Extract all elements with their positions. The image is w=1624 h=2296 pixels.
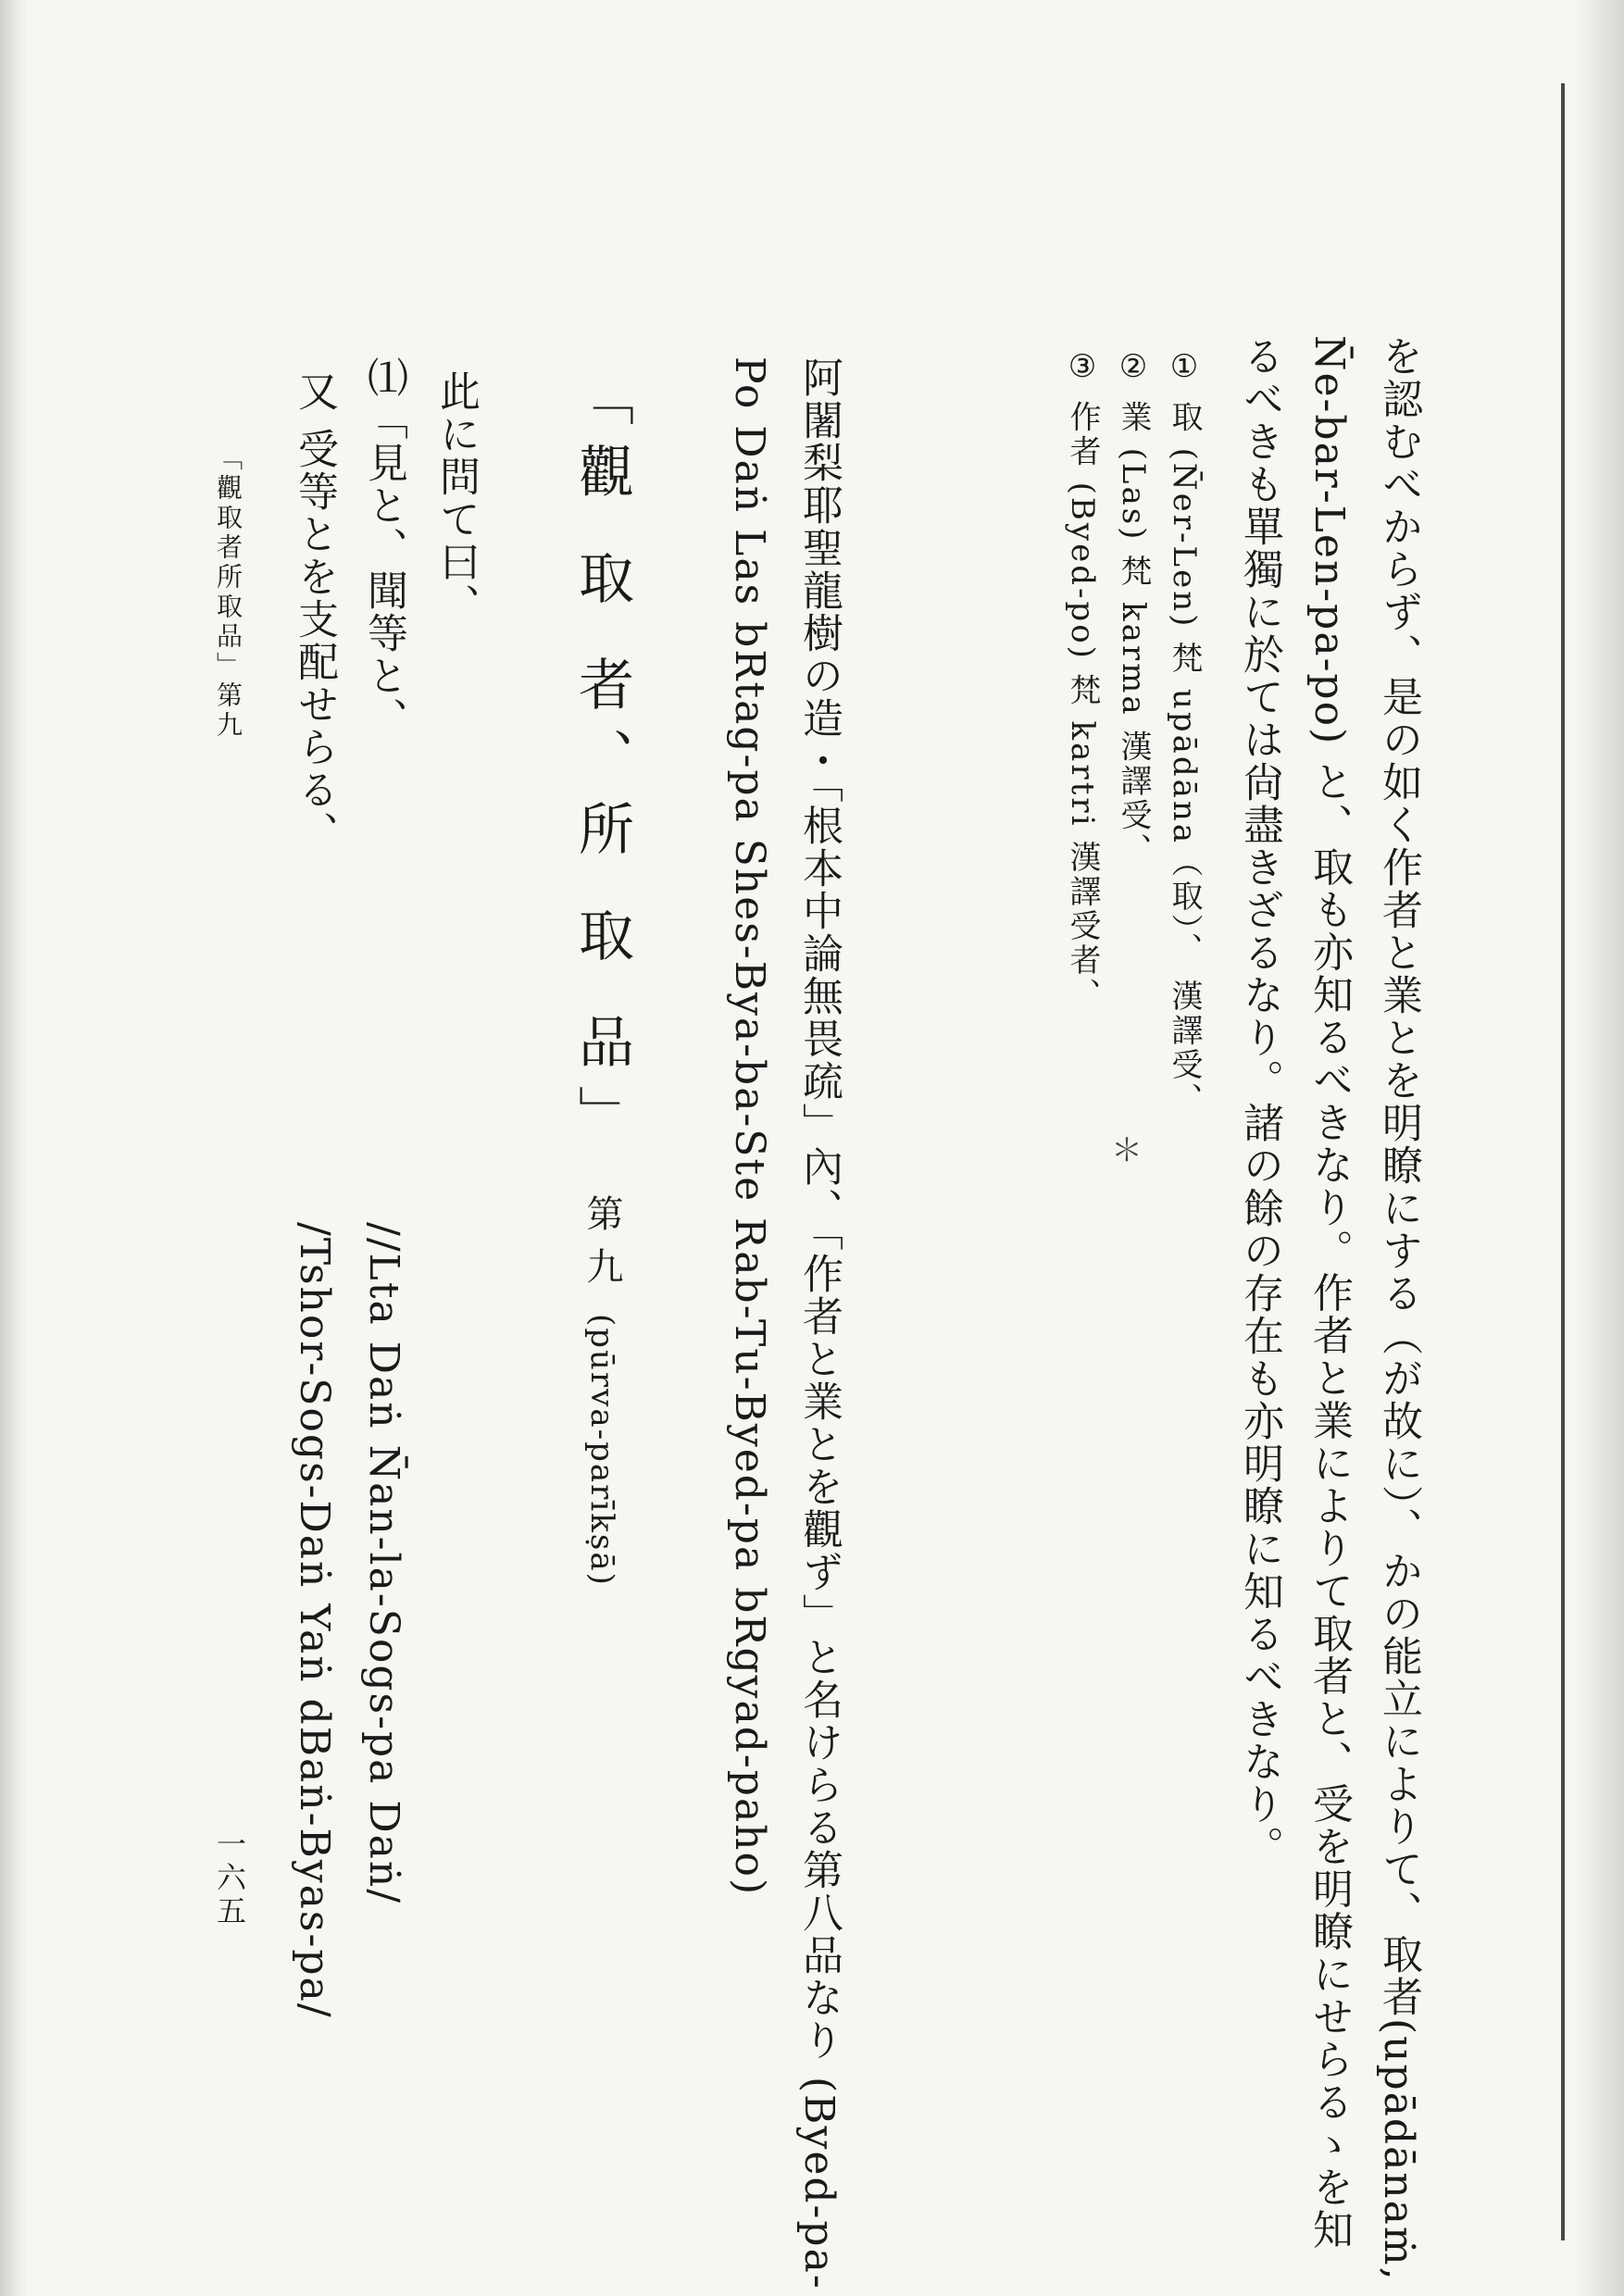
chapter-title-text: 「觀 取 者、所 取 品」 xyxy=(569,370,634,1158)
ornament-mark: ＊ xyxy=(1111,1132,1143,1169)
scan-right-edge xyxy=(1574,0,1624,2296)
scan-binding-line xyxy=(1561,83,1565,2240)
verse-1-tibetan: //Lta Daṅ N̄an-la-Sogs-pa Daṅ/ xyxy=(360,1222,407,1905)
verse-2-japanese: 又 受等とを支配せらる、 xyxy=(291,370,338,854)
body-line-1: を認むべからず、是の如く作者と業とを明瞭にする（が故に）、かの能立によりて、取者(upādānaṁ, xyxy=(1375,335,1422,2282)
footnote-2: ② 業 (Las) 梵 karma 漢譯受、 xyxy=(1115,348,1152,867)
footnote-1: ① 取 (N̄er-Len) 梵 upādāna（取）、 漢譯受、 xyxy=(1166,348,1203,1117)
chapter-sanskrit: (pūrva-parīkṣā) xyxy=(583,1314,620,1587)
footnote-3: ③ 作者 (Byed-po) 梵 kartri 漢譯受者、 xyxy=(1064,348,1101,1013)
colophon-line-1: 阿闍梨耶聖龍樹の造・「根本中論無畏疏」內、「作者と業とを觀ず」と名けらる第八品なり (Byed-pa- xyxy=(795,356,843,2290)
chapter-number: 第 九 xyxy=(581,1194,623,1287)
colophon-line-2: Po Daṅ Las bRtag-pa Shes-Bya-ba-Ste Rab-Tu-Byed-pa bRgyad-paho) xyxy=(726,356,773,1897)
question-line: 此に問て曰、 xyxy=(432,370,480,626)
verse-1-japanese: ⑴「見と、聞等と、 xyxy=(360,356,407,740)
page-number: 一六五 xyxy=(212,1828,247,1928)
verse-2-tibetan: /Tshor-Sogs-Daṅ Yaṅ dBaṅ-Byas-pa/ xyxy=(291,1222,338,2019)
scan-left-edge xyxy=(0,0,28,2296)
body-line-2: N̄e-bar-Len-pa-po) と、取も亦知るべきなり。作者と業によりて取者と、受を明瞭にせらるゝを知 xyxy=(1305,335,1353,2252)
body-line-3: るべきも單獨に於ては尙盡きざるなり。諸の餘の存在も亦明瞭に知るべきなり。 xyxy=(1236,335,1283,1868)
chapter-title xyxy=(569,370,634,1587)
running-head: 「觀取者所取品」第九 xyxy=(213,444,244,741)
